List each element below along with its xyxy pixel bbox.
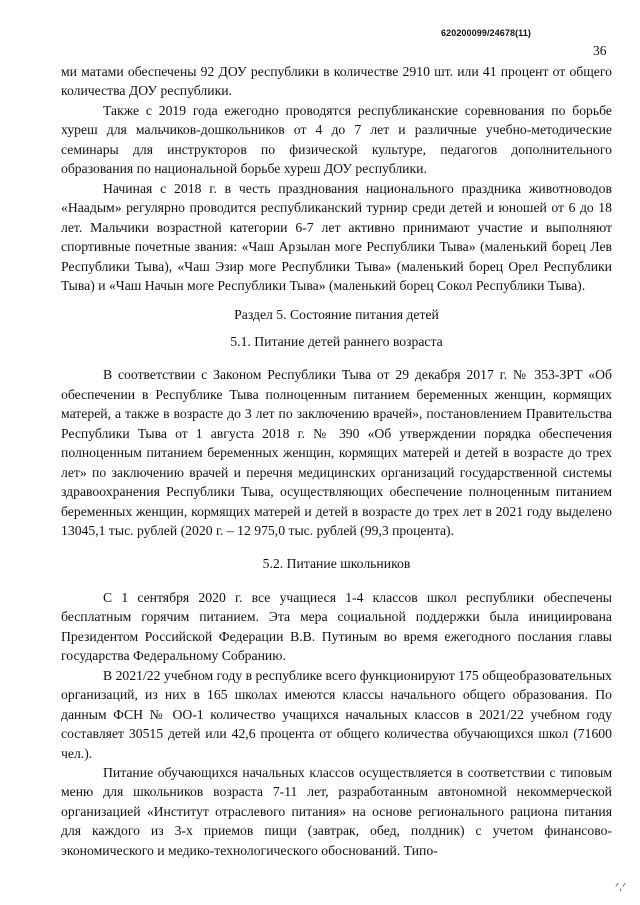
section-5-1-title: 5.1. Питание детей раннего возраста (230, 333, 443, 349)
paragraph-free-hot-meals: С 1 сентября 2020 г. все учащиеся 1-4 классов школ республики обеспечены бесплатным горячим питанием. Эта мера социальной поддержки была инициирована Президентом Российской Федерации В.В. Путиным во время ежегодного послания главы государства Федеральному Собранию. (61, 589, 612, 664)
page-number: 36 (593, 43, 607, 58)
paragraph-naadym-tournament: Начиная с 2018 г. в честь празднования национального праздника животноводов «Наадым» регулярно проводится республиканский турнир среди детей и юношей от 6 до 18 лет. Мальчики возрастной категории 6-7 лет активно принимают участие и выполняют спортивные почетные звания: «Чаш Арзылан моге Республики Тыва» (маленький борец Лев Республики Тыва), «Чаш Эзир моге Республики Тыва» (маленький борец Орел Республики Тыва) и «Чаш Начын моге Республики Тыва» (маленький борец Сокол Республики Тыва). (61, 180, 612, 293)
corner-mark: ᐟ,ᐟ (615, 882, 627, 893)
paragraph-menu: Питание обучающихся начальных классов осуществляется в соответствии с типовым меню для школьников возраста 7-11 лет, разработанным автономной некоммерческой организацией «Институт отраслевого питания» на основе регионального рациона питания для каждого из 3-х приемов пищи (завтрак, обед, полдник) с учетом финансово-экономического и медико-технологического обоснований. Типо- (61, 764, 612, 858)
section-5-title: Раздел 5. Состояние питания детей (234, 307, 439, 323)
paragraph-school-count: В 2021/22 учебном году в республике всего функционируют 175 общеобразовательных организаций, из них в 165 школах имеются классы начального общего образования. По данным ФСН № ОО-1 количество учащихся начальных классов в 2021/22 учебном году составляет 30515 детей или 42,6 процента от общего количества обучающихся школ (71600 чел.). (61, 667, 612, 761)
paragraph-huresh-competitions: Также с 2019 года ежегодно проводятся республиканские соревнования по борьбе хуреш для мальчиков-дошкольников от 4 до 7 лет и различные учебно-методические семинары для инструкторов по физической культуре, педагогов дополнительного образования по национальной борьбе хуреш ДОУ республики. (61, 102, 612, 177)
section-5-2-title: 5.2. Питание школьников (262, 556, 411, 572)
paragraph-continuation: ми матами обеспечены 92 ДОУ республики в количестве 2910 шт. или 41 процент от общего количества ДОУ республики. (61, 64, 612, 99)
document-id: 620200099/24678(11) (441, 28, 531, 38)
document-body (61, 62, 612, 860)
paragraph-infant-nutrition: В соответствии с Законом Республики Тыва от 29 декабря 2017 г. № 353-ЗРТ «Об обеспечении в Республике Тыва полноценным питанием беременных женщин, кормящих матерей, а также в возрасте до 3 лет по заключению врачей», постановлением Правительства Республики Тыва от 1 августа 2018 г. № 390 «Об утверждении порядка обеспечения полноценным питанием беременных женщин, кормящих матерей и детей в возрасте до трех лет» по заключению врачей и перечня медицинских организаций государственной системы здравоохранения Республики Тыва, осуществляющих обеспечение полноценным питанием беременных женщин, кормящих матерей и детей в возрасте до трех лет в 2021 году выделено 13045,1 тыс. рублей (2020 г. – 12 975,0 тыс. рублей (99,3 процента). (61, 367, 612, 538)
